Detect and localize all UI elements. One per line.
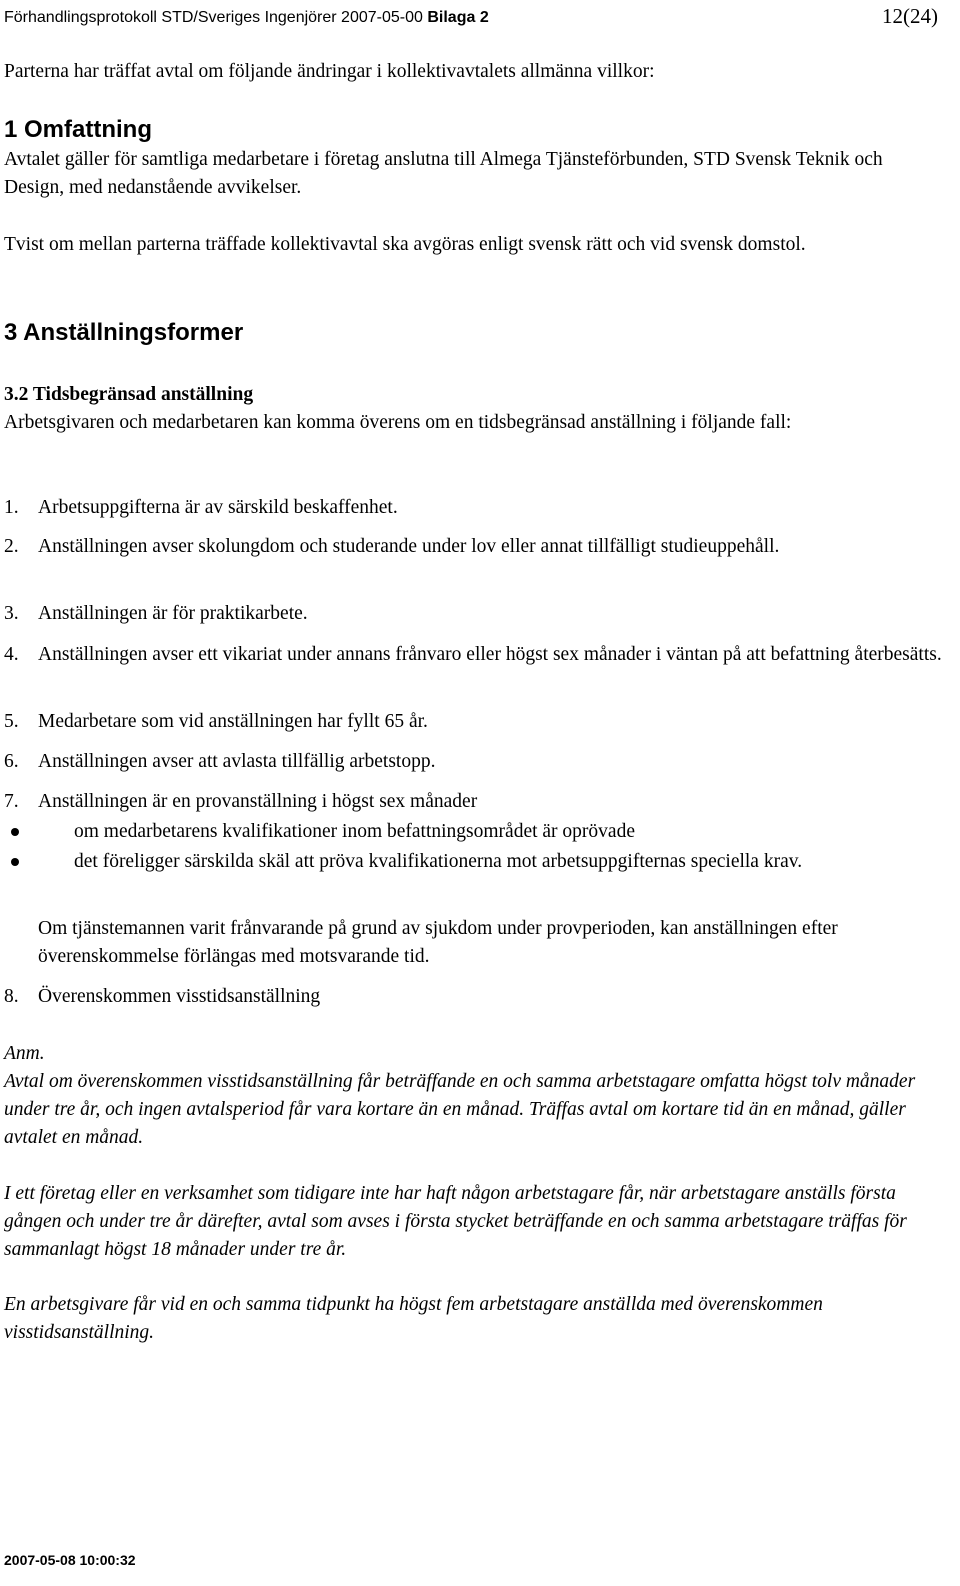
anm-paragraph-1: Avtal om överenskommen visstidsanställning får beträffande en och samma arbetstagare omfatta högst tolv månader under tre år, och ingen avtalsperiod får vara kortare än en månad. Träffas avtal om kortare tid än en månad, gäller avtalet en månad. — [4, 1071, 916, 1148]
anm-paragraph-3: En arbetsgivare får vid en och samma tidpunkt ha högst fem arbetstagare anställda med överenskommen visstidsanställning. — [4, 1294, 823, 1343]
section-3-heading: 3 Anställningsformer — [4, 319, 244, 346]
section-1-heading: 1 Omfattning — [4, 116, 152, 143]
list-item: 3. Anställningen är för praktikarbete. — [4, 603, 308, 624]
list-item: 1. Arbetsuppgifterna är av särskild beskaffenhet. — [4, 497, 398, 518]
list-item: 8. Överenskommen visstidsanställning — [4, 986, 321, 1007]
intro-paragraph: Parterna har träffat avtal om följande ändringar i kollektivavtalets allmänna villkor: — [4, 61, 655, 82]
list-item: 2. Anställningen avser skolungdom och studerande under lov eller annat tillfälligt studieuppehåll. — [4, 536, 780, 557]
anm-label: Anm. — [4, 1043, 45, 1064]
bullet-item: om medarbetarens kvalifikationer inom befattningsområdet är oprövade — [4, 818, 944, 846]
subsection-3-2-paragraph: Arbetsgivaren och medarbetaren kan komma överens om en tidsbegränsad anställning i följande fall: — [4, 412, 792, 433]
section-1-paragraph-1: Avtalet gäller för samtliga medarbetare i företag anslutna till Almega Tjänsteförbunden, STD Svensk Teknik och Design, med nedanstående avvikelser. — [4, 149, 883, 198]
anm-paragraph-2: I ett företag eller en verksamhet som tidigare inte har haft någon arbetstagare får, när arbetstagare anställs första gången och under tre år därefter, avtal som avses i första stycket beträffande en och samma arbetstagare träffas för sammanlagt högst 18 månader under tre år. — [4, 1183, 907, 1260]
list-item: 6. Anställningen avser att avlasta tillfällig arbetstopp. — [4, 751, 436, 772]
list-item: 5. Medarbetare som vid anställningen har fyllt 65 år. — [4, 711, 428, 732]
item-7-paragraph: Om tjänstemannen varit frånvarande på grund av sjukdom under provperioden, kan anställningen efter överenskommelse förlängas med motsvarande tid. — [38, 918, 838, 967]
subsection-3-2-heading: 3.2 Tidsbegränsad anställning — [4, 384, 254, 405]
header-bilaga: Bilaga 2 — [427, 9, 489, 26]
list-item: 4. Anställningen avser ett vikariat under annans frånvaro eller högst sex månader i väntan på att befattning återbesätts. — [4, 644, 942, 665]
list-item: 7. Anställningen är en provanställning i högst sex månader — [4, 791, 478, 812]
footer-timestamp: 2007-05-08 10:00:32 — [4, 1552, 136, 1568]
header-title: Förhandlingsprotokoll STD/Sveriges Ingenjörer 2007-05-00 — [4, 9, 423, 26]
bullet-icon — [11, 858, 19, 866]
section-1-paragraph-2: Tvist om mellan parterna träffade kollektivavtal ska avgöras enligt svensk rätt och vid svensk domstol. — [4, 234, 806, 255]
page-number: 12(24) — [882, 4, 938, 28]
bullet-icon — [11, 828, 19, 836]
bullet-item: det föreligger särskilda skäl att pröva kvalifikationerna mot arbetsuppgifternas speciella krav. — [4, 848, 944, 876]
page-header — [4, 4, 938, 34]
